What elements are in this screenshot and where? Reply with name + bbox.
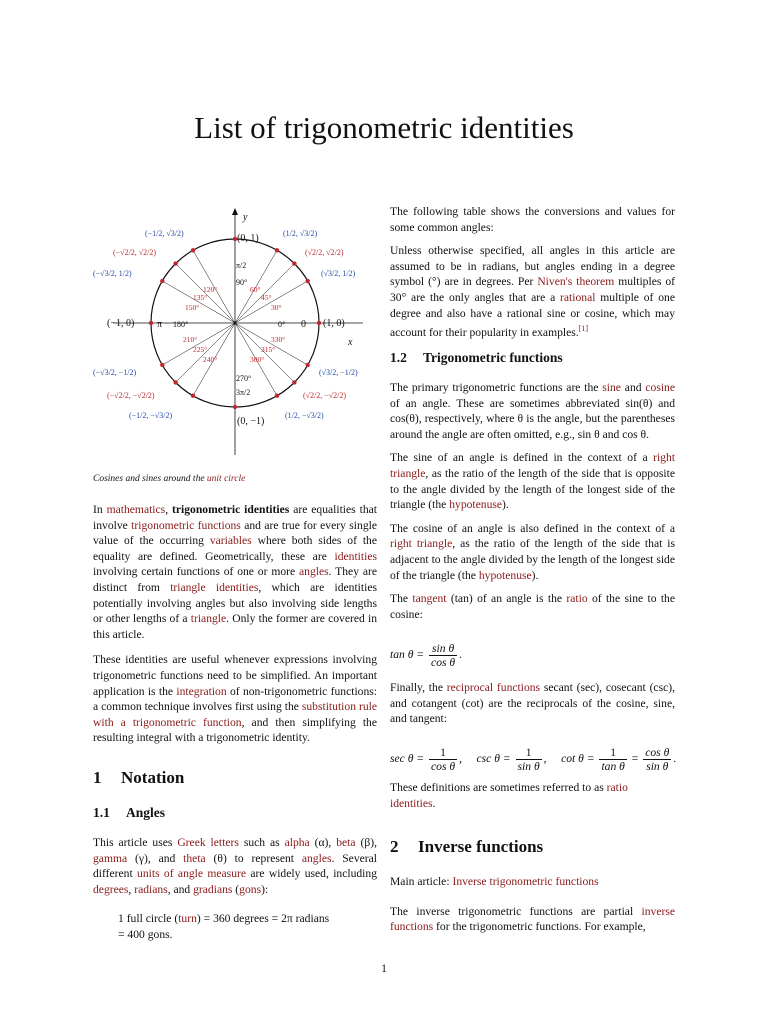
coord-label: (−√2/2, −√2/2) <box>107 391 155 400</box>
intro-section <box>93 502 377 754</box>
rad-0: 0 <box>301 319 306 330</box>
page-number: 1 <box>381 962 387 975</box>
intro-paragraph-1: In mathematics, trigonometric identities are equalities that involve trigonometric functions and are true for every single value of the occurring variables where both sides of the equality are defined. Geometrically, these are identities involving certain functions of one or more angles. They are distinct from triangle identities, which are identities potentially involving angles but also involving side lengths or other lengths of a triangle. Only the former are covered in this article. <box>93 503 377 641</box>
section-1-1-heading: 1.1 Angles <box>93 805 166 820</box>
unit-circle-figure <box>93 200 383 470</box>
trig-functions-section <box>390 380 675 630</box>
link-hypotenuse[interactable]: hypotenuse <box>449 498 503 512</box>
x-axis-label: x <box>348 337 353 348</box>
deg-0: 0° <box>278 320 286 329</box>
deg-90: 90° <box>236 278 248 287</box>
link-mathematics[interactable]: mathematics <box>106 503 166 516</box>
link-integration[interactable]: integration <box>176 684 227 698</box>
inverse-paragraph: The inverse trigonometric functions are partial inverse functions for the trigonometric functions. For example, <box>390 904 675 934</box>
deg-label: 210° <box>183 335 198 344</box>
link-nivens-theorem[interactable]: Niven's theorem <box>537 275 615 289</box>
link-right-triangle[interactable]: right triangle <box>390 451 675 480</box>
page-title: List of trigonometric identities <box>194 110 574 145</box>
link-triangle[interactable]: triangle <box>190 612 227 626</box>
link-reciprocal-functions[interactable]: reciprocal functions <box>446 681 541 694</box>
coord-label: (−√2/2, √2/2) <box>113 248 157 257</box>
unit-circle-link[interactable]: unit circle <box>206 474 246 484</box>
link-right-triangle-2[interactable]: right triangle <box>390 537 453 551</box>
coord-label: (√3/2, −1/2) <box>319 368 358 377</box>
deg-label: 120° <box>203 285 218 294</box>
main-article-note: Main article: Inverse trigonometric functions <box>390 875 599 888</box>
deg-label: 315° <box>261 345 276 354</box>
point-bottom: (0, −1) <box>237 416 265 427</box>
deg-label: 300° <box>250 355 265 364</box>
link-radians[interactable]: radians <box>134 882 168 896</box>
link-hypotenuse-2[interactable]: hypotenuse <box>478 568 532 582</box>
link-identities[interactable]: identities <box>334 549 377 563</box>
trig-paragraph-1: The primary trigonometric functions are the sine and cosine of an angle. These are sometimes abbreviated sin(θ) and cos(θ), respectively, where θ is the angle, but the parentheses around the angle are often omitted, e.g., sin θ and cos θ. <box>390 381 675 441</box>
link-turn[interactable]: turn <box>178 912 197 926</box>
tan-equation: tan θ = $\frac{\text{sin θ}}{\text{cos θ}}$ . <box>390 642 463 669</box>
link-ratio[interactable]: ratio <box>566 592 588 606</box>
rad-90: π/2 <box>236 261 247 270</box>
link-substitution-rule[interactable]: substitution rule with a trigonometric function <box>93 700 377 729</box>
link-gons[interactable]: gons <box>239 882 262 896</box>
trig-paragraph-4: The tangent (tan) of an angle is the ratio of the sine to the cosine: <box>390 592 676 621</box>
deg-label: 150° <box>185 303 200 312</box>
ratio-identities-paragraph: These definitions are sometimes referred to as ratio identities. <box>390 781 628 810</box>
coord-label: (√3/2, 1/2) <box>321 269 356 278</box>
rad-270: 3π/2 <box>236 388 251 397</box>
link-angles[interactable]: angles <box>299 565 329 579</box>
coord-label: (−√3/2, 1/2) <box>93 269 132 278</box>
coord-label: (−√3/2, −1/2) <box>93 368 137 377</box>
link-tangent[interactable]: tangent <box>412 592 447 606</box>
link-units-of-angle[interactable]: units of angle measure <box>137 867 246 881</box>
link-sine[interactable]: sine <box>602 381 621 394</box>
link-cosine[interactable]: cosine <box>645 381 675 394</box>
link-triangle-identities[interactable]: triangle identities <box>170 580 259 594</box>
coord-label: (−1/2, √3/2) <box>145 229 184 238</box>
section-1-heading: 1 Notation <box>93 768 185 787</box>
angles-paragraph: This article uses Greek letters such as alpha (α), beta (β), gamma (γ), and theta (θ) to represent angles. Several different units of angle measure are widely used, including degrees, radians, and gradians (gons): <box>93 836 377 896</box>
full-circle-statement: 1 full circle (turn) = 360 degrees = 2π radians = 400 gons. <box>118 912 330 941</box>
link-beta[interactable]: beta <box>336 836 356 849</box>
section-2-heading: 2 Inverse functions <box>390 837 544 856</box>
link-alpha[interactable]: alpha <box>284 836 310 849</box>
link-angles-2[interactable]: angles <box>301 851 332 865</box>
inverse-section <box>390 874 675 943</box>
reciprocal-section <box>390 680 675 735</box>
reciprocal-equations: sec θ = $\frac{1}{\text{cos θ}}$ , csc θ = $\frac{1}{\text{sin θ}}$ , cot θ = $\frac{1}{\text{tan θ}}$ = $\frac{\text{cos θ}}{\text{sin θ}}$ . <box>390 746 677 773</box>
ratio-identities-section <box>390 780 675 819</box>
intro-paragraph-2: These identities are useful whenever expressions involving trigonometric functions need to be simplified. An important application is the integration of non-trigonometric functions: a common technique involves first using the substitution rule with a trigonometric function, and then simplifying the resulting integral with a trigonometric identity. <box>93 653 378 745</box>
link-trigonometric-functions[interactable]: trigonometric functions <box>131 518 241 532</box>
reciprocal-paragraph: Finally, the reciprocal functions secant (sec), cosecant (csc), and cotangent (cot) are the reciprocals of the cosine, sine, and tangent: <box>390 681 675 726</box>
link-gamma[interactable]: gamma <box>93 851 128 865</box>
angles-section <box>93 835 377 943</box>
coord-label: (−1/2, −√3/2) <box>129 411 173 420</box>
deg-label: 45° <box>261 293 272 302</box>
deg-180: 180° <box>173 320 189 329</box>
point-right: (1, 0) <box>323 318 345 329</box>
link-gradians[interactable]: gradians <box>193 882 233 896</box>
deg-label: 30° <box>271 303 282 312</box>
trig-paragraph-2: The sine of an angle is defined in the context of a right triangle, as the ratio of the length of the side that is opposite to the angle divided by the length of the longest side of the triangle (the hypotenuse). <box>390 451 675 512</box>
deg-270: 270° <box>236 374 252 383</box>
y-axis-label: y <box>243 212 248 223</box>
link-degrees[interactable]: degrees <box>93 882 129 896</box>
link-ratio-identities[interactable]: ratio identities <box>390 781 628 810</box>
section-1-2-heading: 1.2 Trigonometric functions <box>390 350 563 365</box>
conversions-section <box>390 204 675 349</box>
coord-label: (√2/2, √2/2) <box>305 248 344 257</box>
deg-label: 60° <box>250 285 261 294</box>
deg-label: 330° <box>271 335 286 344</box>
deg-label: 225° <box>193 345 208 354</box>
deg-label: 135° <box>193 293 208 302</box>
figure-caption: Cosines and sines around the unit circle <box>93 474 246 484</box>
coord-label: (1/2, −√3/2) <box>285 411 324 420</box>
link-theta[interactable]: theta <box>183 851 206 865</box>
conversions-paragraph-2: Unless otherwise specified, all angles in this article are assumed to be in radians, but angles ending in a degree symbol (°) are in degrees. Per Niven's theorem multiples of 30° are the only angles that are a rational multiple of one degree and also have a rational sine or cosine, which may account for their popularity in examples.[1] <box>390 244 675 340</box>
conversions-paragraph-1: The following table shows the conversions and values for some common angles: <box>390 205 675 234</box>
coord-label: (√2/2, −√2/2) <box>303 391 347 400</box>
link-inverse-trig-functions[interactable]: Inverse trigonometric functions <box>452 875 599 888</box>
trig-paragraph-3: The cosine of an angle is also defined in the context of a right triangle, as the ratio of the length of the side that is adjacent to the angle divided by the length of the longest side of the triangle (the hypotenuse). <box>390 521 675 582</box>
link-greek-letters[interactable]: Greek letters <box>177 836 239 849</box>
link-rational[interactable]: rational <box>560 290 596 304</box>
link-inverse-functions[interactable]: inverse functions <box>390 904 675 934</box>
link-variables[interactable]: variables <box>209 534 252 548</box>
point-top: (0, 1) <box>237 233 259 244</box>
reference-1[interactable]: [1] <box>578 324 588 334</box>
coord-label: (1/2, √3/2) <box>283 229 318 238</box>
point-left: (−1, 0) <box>107 318 135 329</box>
rad-pi: π <box>157 319 163 330</box>
deg-label: 240° <box>203 355 218 364</box>
